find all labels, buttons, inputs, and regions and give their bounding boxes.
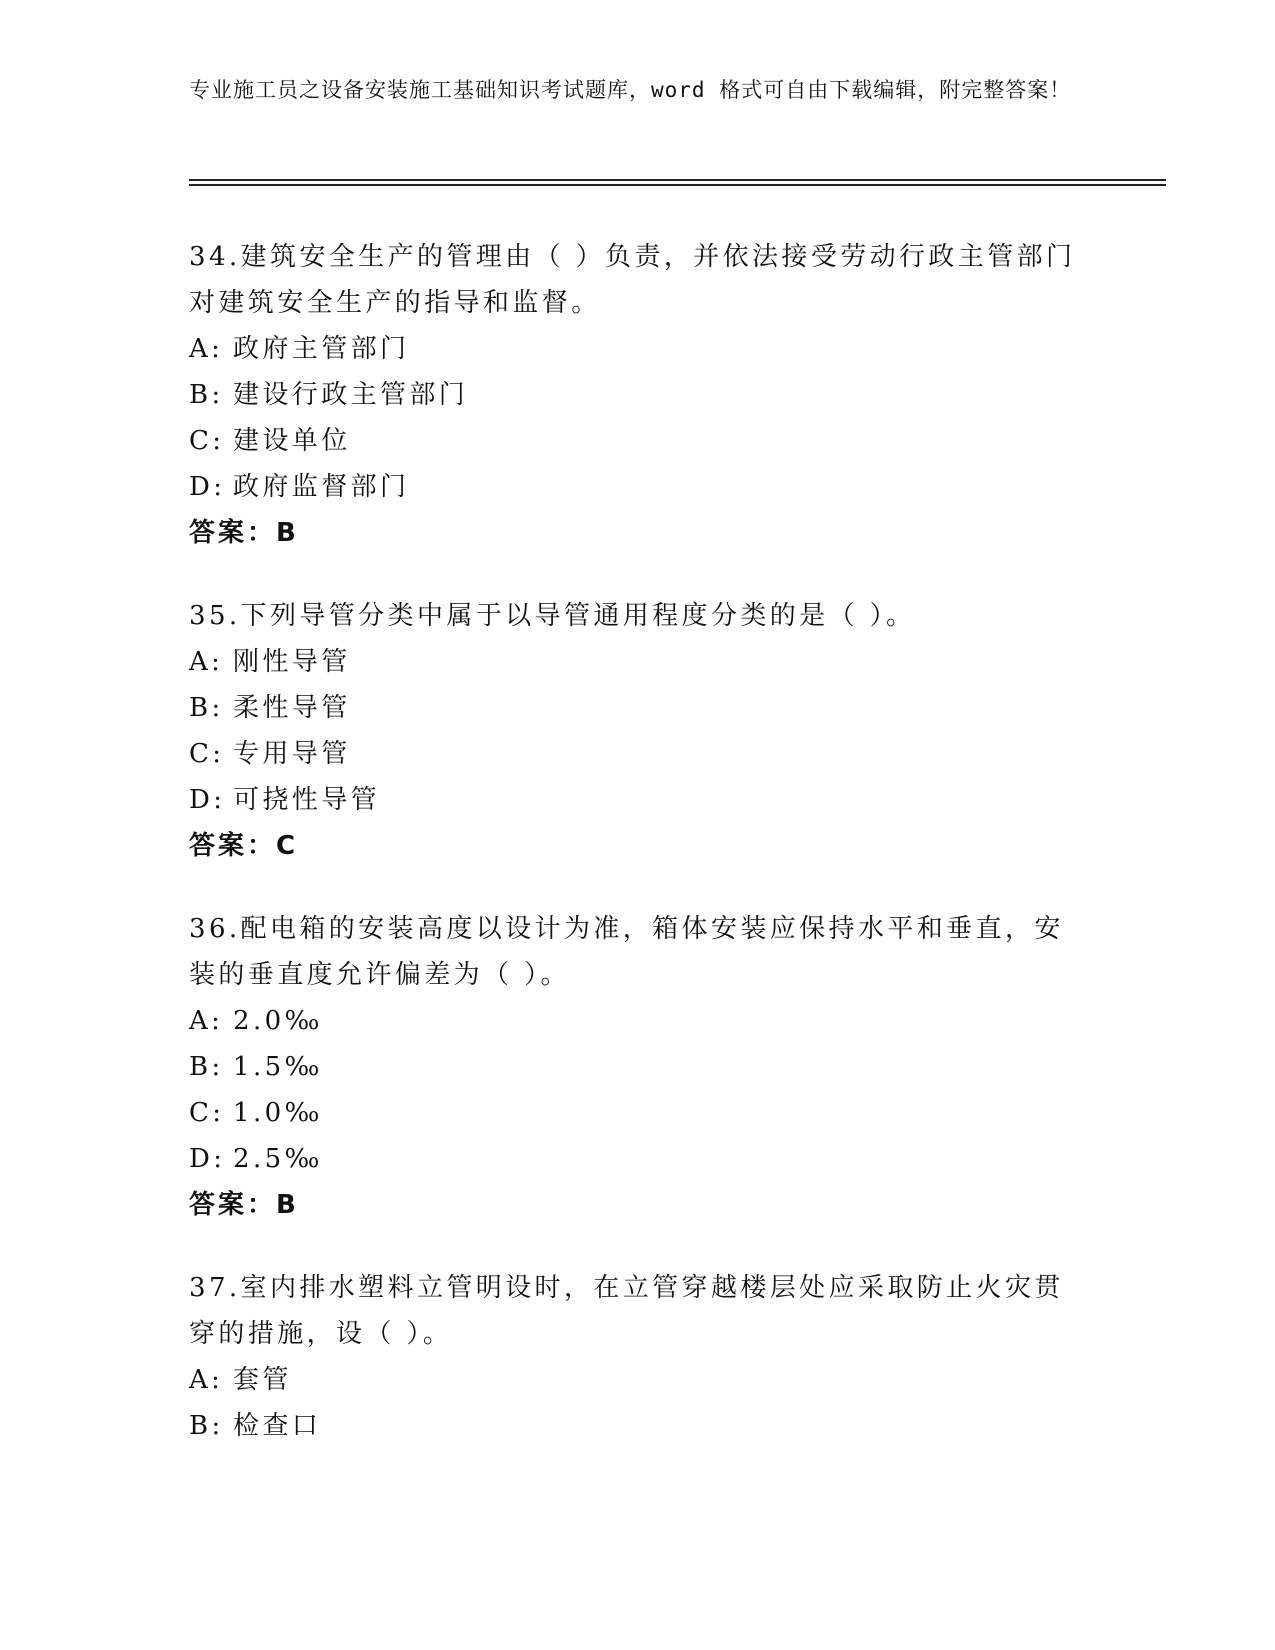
question-37 bbox=[189, 1265, 1089, 1449]
option-key: B: bbox=[189, 1052, 224, 1082]
question-stem: 37.室内排水塑料立管明设时，在立管穿越楼层处应采取防止火灾贯穿的措施，设（ ）。 bbox=[189, 1273, 1064, 1349]
document-header: 专业施工员之设备安装施工基础知识考试题库，word 格式可自由下载编辑，附完整答案！ bbox=[189, 78, 1072, 102]
option-c bbox=[189, 418, 1089, 464]
option-key: D: bbox=[189, 472, 226, 502]
option-text: 专用导管 bbox=[233, 739, 351, 769]
answer-line: 答案：B bbox=[189, 1190, 299, 1220]
answer-line: 答案：B bbox=[189, 518, 299, 548]
option-b bbox=[189, 1403, 1089, 1449]
option-a bbox=[189, 1357, 1089, 1403]
option-d bbox=[189, 1136, 1089, 1182]
option-text: 可挠性导管 bbox=[233, 785, 381, 815]
header-divider-bottom bbox=[189, 184, 1166, 186]
option-b bbox=[189, 1044, 1089, 1090]
option-text: 2.5‰ bbox=[233, 1144, 323, 1174]
option-c bbox=[189, 1090, 1089, 1136]
option-key: A: bbox=[189, 1006, 224, 1036]
option-text: 检查口 bbox=[233, 1411, 322, 1441]
question-stem: 36.配电箱的安装高度以设计为准，箱体安装应保持水平和垂直，安装的垂直度允许偏差为（ ）。 bbox=[189, 914, 1064, 990]
option-a bbox=[189, 326, 1089, 372]
option-a bbox=[189, 998, 1089, 1044]
option-key: B: bbox=[189, 380, 224, 410]
option-key: C: bbox=[189, 739, 225, 769]
option-key: D: bbox=[189, 1144, 226, 1174]
option-key: B: bbox=[189, 1411, 224, 1441]
option-c bbox=[189, 731, 1089, 777]
option-text: 套管 bbox=[233, 1365, 292, 1395]
option-text: 政府监督部门 bbox=[233, 472, 410, 502]
question-34 bbox=[189, 234, 1089, 556]
option-b bbox=[189, 372, 1089, 418]
option-key: A: bbox=[189, 1365, 224, 1395]
option-text: 建设行政主管部门 bbox=[233, 380, 469, 410]
option-text: 刚性导管 bbox=[233, 647, 351, 677]
header-divider-top bbox=[189, 179, 1166, 181]
option-text: 建设单位 bbox=[233, 426, 351, 456]
option-b bbox=[189, 685, 1089, 731]
option-text: 1.5‰ bbox=[233, 1052, 323, 1082]
option-key: C: bbox=[189, 1098, 225, 1128]
option-text: 2.0‰ bbox=[233, 1006, 323, 1036]
option-key: B: bbox=[189, 693, 224, 723]
option-d bbox=[189, 464, 1089, 510]
option-key: D: bbox=[189, 785, 226, 815]
question-35 bbox=[189, 593, 1089, 869]
question-36 bbox=[189, 906, 1089, 1228]
option-key: A: bbox=[189, 647, 224, 677]
question-stem: 34.建筑安全生产的管理由（ ）负责，并依法接受劳动行政主管部门对建筑安全生产的指导和监督。 bbox=[189, 242, 1076, 318]
option-key: A: bbox=[189, 334, 224, 364]
option-text: 柔性导管 bbox=[233, 693, 351, 723]
option-text: 政府主管部门 bbox=[233, 334, 410, 364]
option-d bbox=[189, 777, 1089, 823]
answer-line: 答案：C bbox=[189, 831, 299, 861]
option-key: C: bbox=[189, 426, 225, 456]
option-text: 1.0‰ bbox=[233, 1098, 323, 1128]
question-stem: 35.下列导管分类中属于以导管通用程度分类的是（ ）。 bbox=[189, 601, 916, 631]
option-a bbox=[189, 639, 1089, 685]
